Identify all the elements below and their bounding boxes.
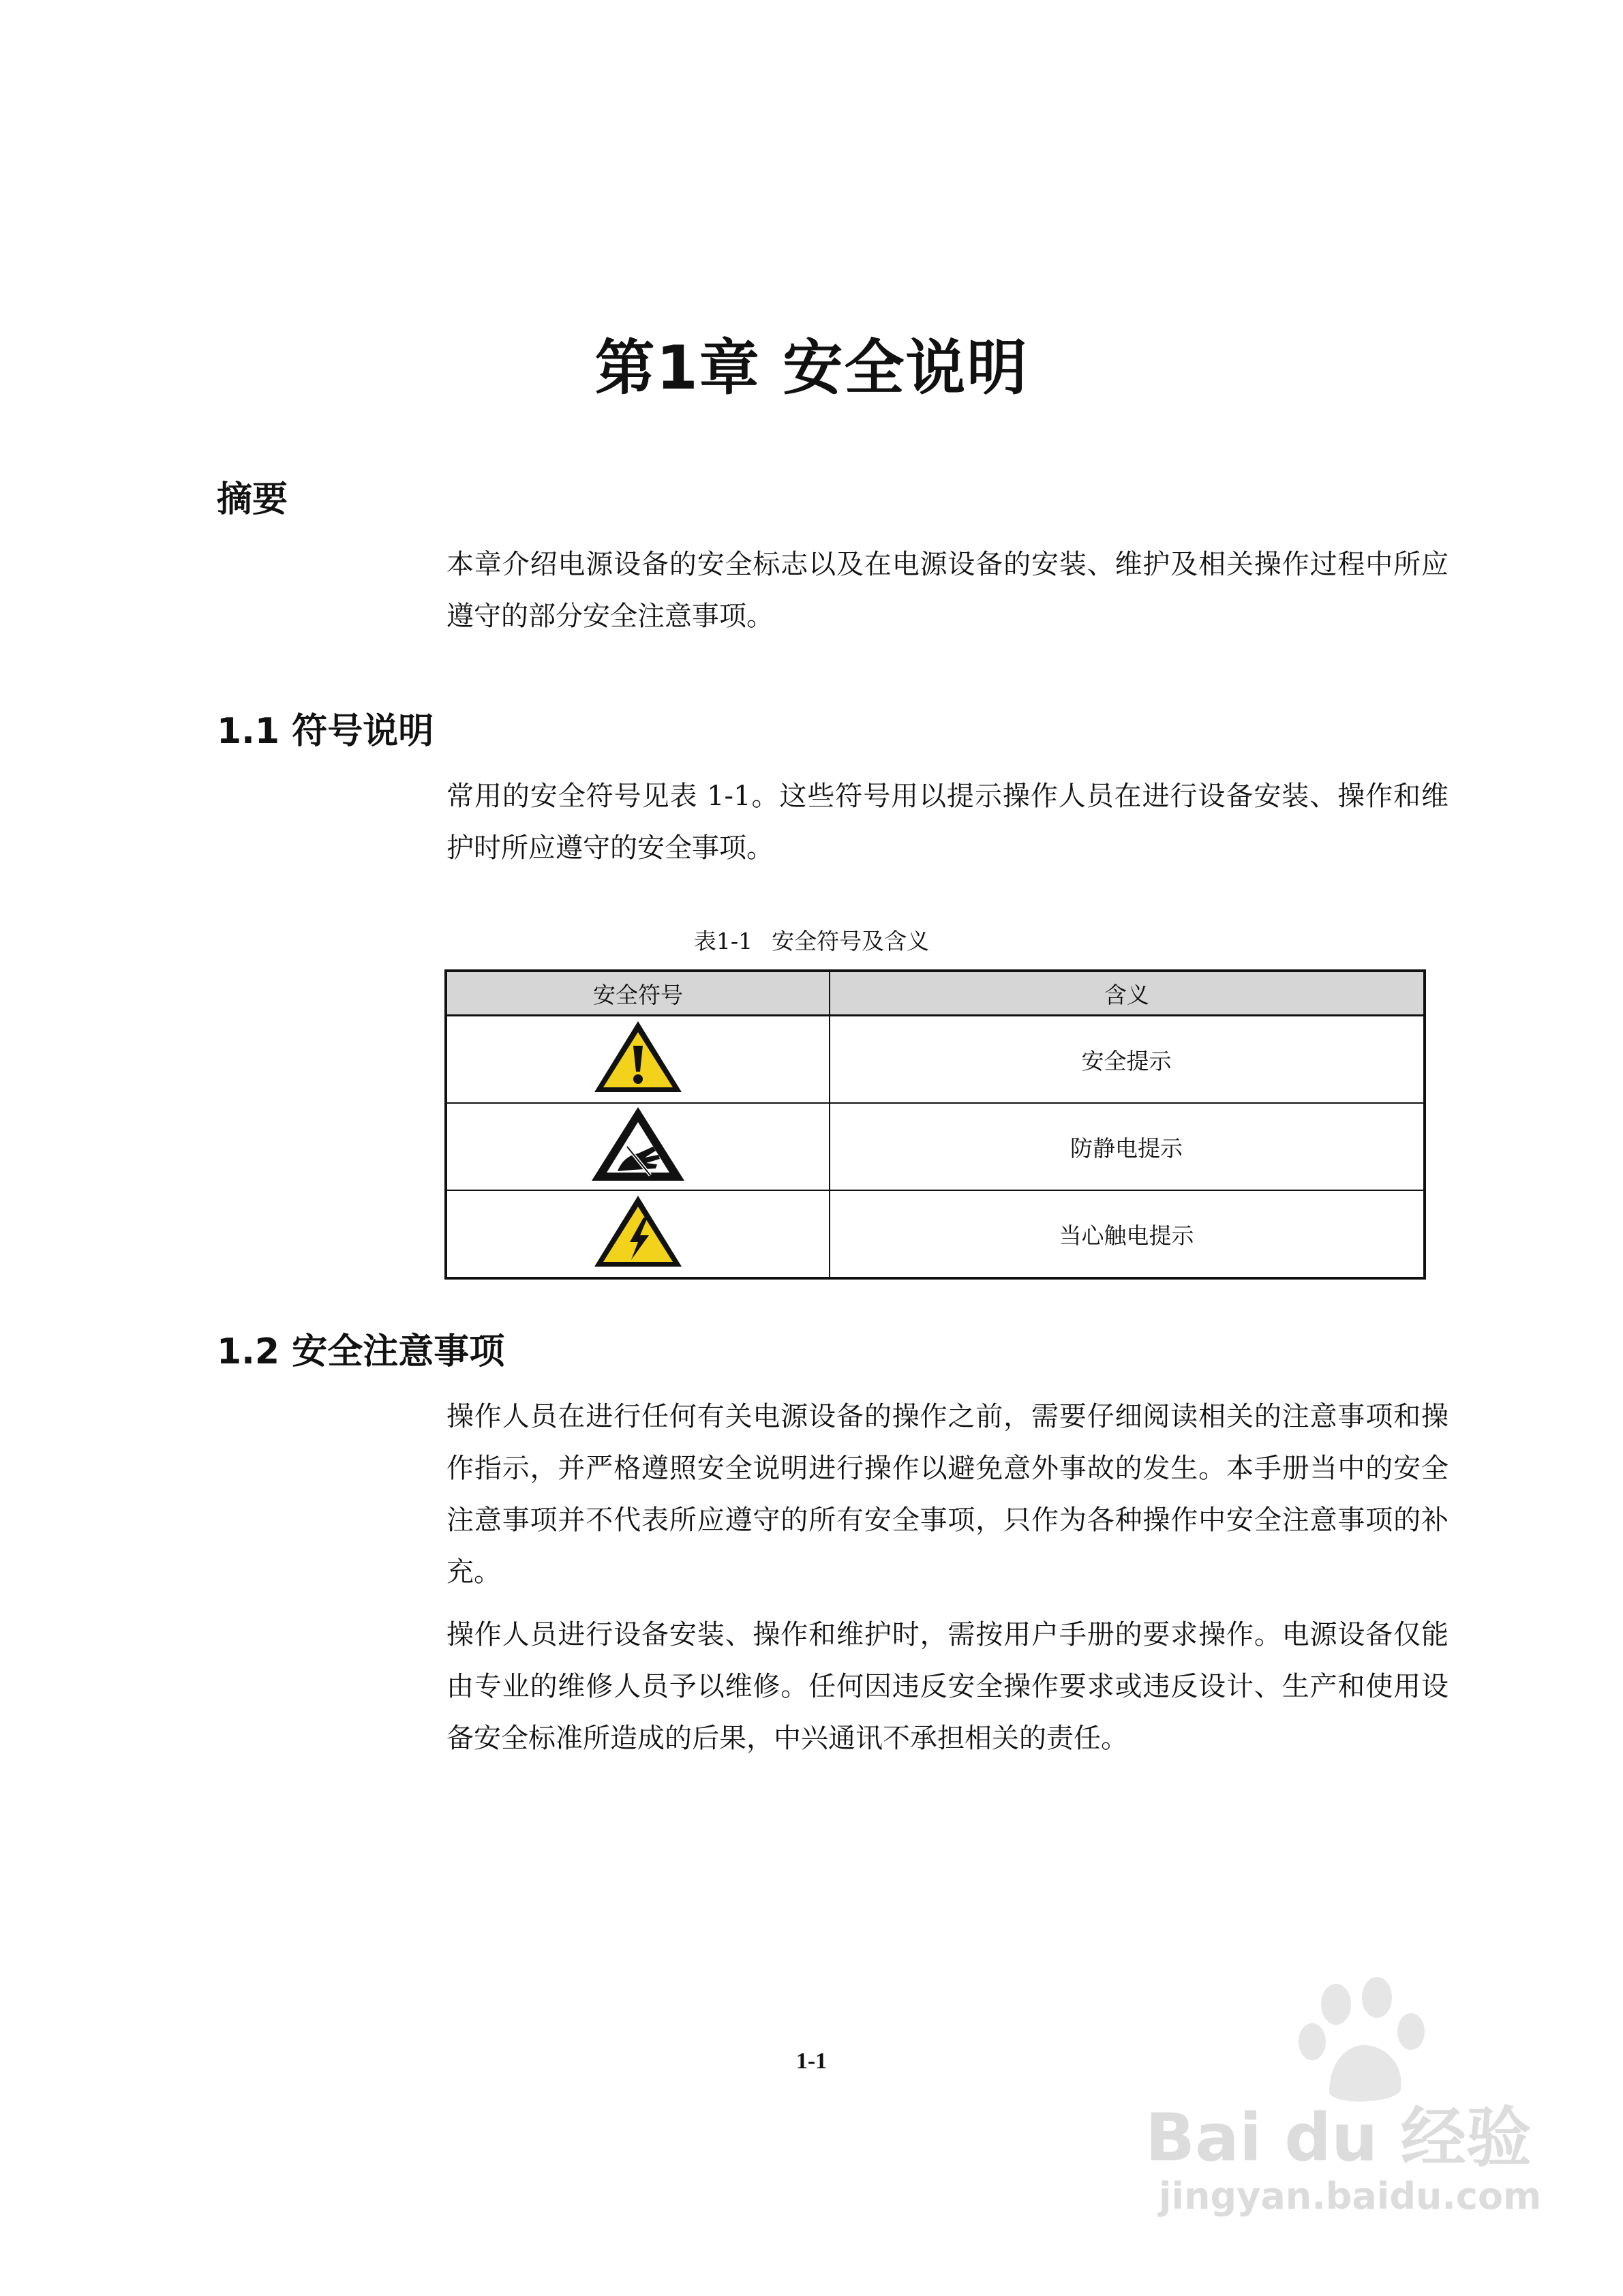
chapter-title: 第1章 安全说明 <box>594 333 1029 403</box>
symbol-cell <box>446 1190 830 1278</box>
meaning-cell <box>830 1103 1425 1190</box>
table-caption-number: 表1-1 <box>693 928 753 954</box>
meaning-text: 安全提示 <box>1081 1047 1172 1074</box>
abstract-heading: 摘要 <box>217 479 288 520</box>
meaning-cell <box>830 1016 1425 1104</box>
section-1-2-paragraph-2: 操作人员进行设备安装、操作和维护时，需按用户手册的要求操作。电源设备仅能由专业的维修人员予以维修。任何因违反安全操作要求或违反设计、生产和使用设备安全标准所造成的后果，中兴通讯不承担相关的责任。 <box>446 1619 1448 1754</box>
table-row <box>446 1016 1425 1104</box>
table-row <box>446 1103 1425 1190</box>
section-1-2-paragraph-1: 操作人员在进行任何有关电源设备的操作之前，需要仔细阅读相关的注意事项和操作指示，并严格遵照安全说明进行操作以避免意外事故的发生。本手册当中的安全注意事项并不代表所应遵守的所有安全事项，只作为各种操作中安全注意事项的补充。 <box>446 1401 1448 1588</box>
watermark-brand: Bai du 经验 <box>1145 2100 1532 2176</box>
section-1-2-heading: 1.2 安全注意事项 <box>217 1331 505 1372</box>
symbol-cell <box>446 1103 830 1190</box>
watermark-url: jingyan.baidu.com <box>1159 2175 1542 2218</box>
esd-hand-icon <box>590 1104 686 1183</box>
table-header-row <box>446 971 1425 1016</box>
electric-shock-icon <box>590 1192 686 1271</box>
table-row <box>446 1190 1425 1278</box>
baidu-watermark <box>1132 1977 1595 2250</box>
page-number: 1-1 <box>795 2049 828 2074</box>
column-header-meaning: 含义 <box>830 971 1425 1016</box>
table-caption <box>0 924 1623 956</box>
warning-triangle-icon <box>590 1017 686 1096</box>
symbol-cell <box>446 1016 830 1104</box>
table-caption-title: 安全符号及含义 <box>772 928 930 954</box>
safety-symbols-table <box>444 969 1426 1280</box>
section-1-1-text: 常用的安全符号见表 1-1。这些符号用以提示操作人员在进行设备安装、操作和维护时所应遵守的安全事项。 <box>446 781 1448 864</box>
section-1-1-heading: 1.1 符号说明 <box>217 711 434 752</box>
abstract-text: 本章介绍电源设备的安全标志以及在电源设备的安装、维护及相关操作过程中所应遵守的部分安全注意事项。 <box>446 549 1448 632</box>
column-header-symbol: 安全符号 <box>446 971 830 1016</box>
meaning-text: 防静电提示 <box>1070 1134 1183 1162</box>
meaning-cell <box>830 1190 1425 1278</box>
meaning-text: 当心触电提示 <box>1059 1222 1194 1249</box>
